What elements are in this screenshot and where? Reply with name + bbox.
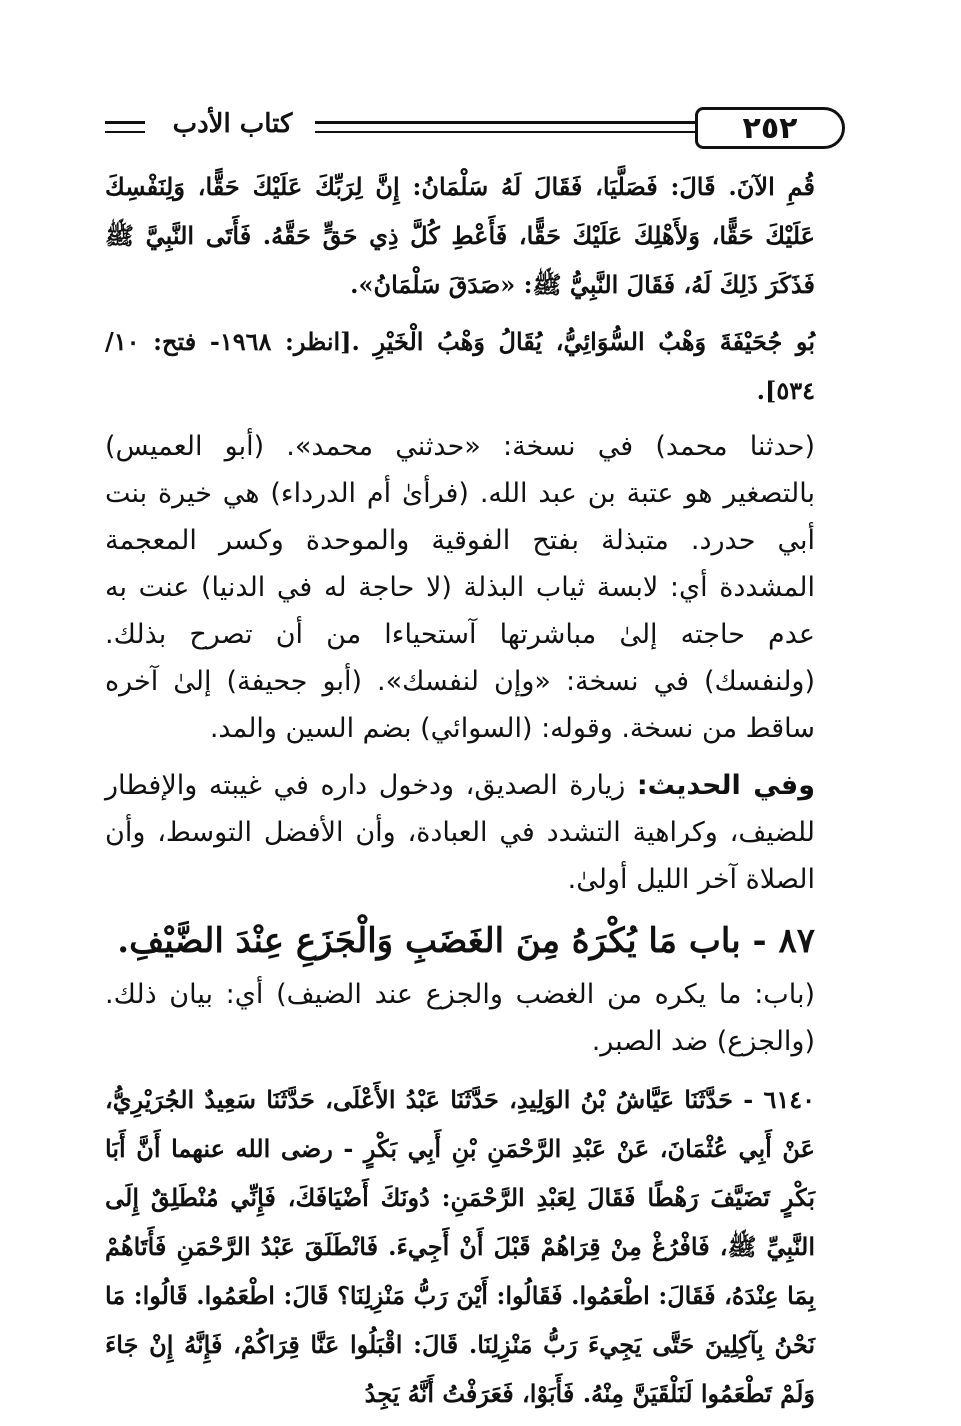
lessons-text: زيارة الصديق، ودخول داره في غيبته والإفطار للضيف، وكراهية التشدد في العبادة، وأن الأفضل التوسط، وأن الصلاة آخر الليل أولىٰ. <box>105 770 815 895</box>
hadith-continuation: قُمِ الآنَ. قَالَ: فَصَلَّيَا، فَقَالَ لَهُ سَلْمَانُ: إِنَّ لِرَبِّكَ عَلَيْكَ حَقًّا، وَلِنَفْسِكَ عَلَيْكَ حَقًّا، وَلأَهْلِكَ عَلَيْكَ حَقًّا، فَأَعْطِ كُلَّ ذِي حَقٍّ حَقَّهُ. فَأَتَى النَّبِيَّ ﷺ فَذَكَرَ ذَلِكَ لَهُ، فَقَالَ النَّبِيُّ ﷺ: «صَدَقَ سَلْمَانُ». <box>105 172 815 299</box>
commentary-hadith-lessons <box>105 762 815 903</box>
header-rule-middle-lower <box>315 131 625 133</box>
lessons-lead: وفي الحديث: <box>636 770 815 801</box>
header-rule-left <box>105 121 145 124</box>
page-content <box>105 162 815 1426</box>
commentary-paragraph: (حدثنا محمد) في نسخة: «حدثني محمد». (أبو العميس) بالتصغير هو عتبة بن عبد الله. (فرأىٰ أم الدرداء) هي خيرة بنت أبي حدرد. متبذلة بفتح الفوقية والموحدة وكسر المعجمة المشددة أي: لابسة ثياب البذلة (لا حاجة له في الدنيا) عنت به عدم حاجته إلىٰ مباشرتها آستحياءا من أن تصرح بذلك. (ولنفسك) في نسخة: «وإن لنفسك». (أبو جحيفة) إلىٰ آخره ساقط من نسخة. وقوله: (السوائي) بضم السين والمد. <box>105 431 815 744</box>
header-rule-right <box>625 121 700 124</box>
header-rule-left-lower <box>105 131 145 133</box>
page-header <box>105 103 835 155</box>
chapter-heading: ٨٧ - باب مَا يُكْرَهُ مِنَ الغَضَبِ وَالْجَزَعِ عِنْدَ الضَّيْفِ. <box>117 921 815 961</box>
page-number: ٢٥٢ <box>695 107 845 149</box>
header-rule-middle <box>315 121 625 124</box>
hadith-note: بُو جُحَيْفَةَ وَهْبٌ السُّوَائِيُّ، يُقَالُ وَهْبُ الْخَيْرِ .[انظر: ١٩٦٨- فتح: ١٠/ ٥٣٤]. <box>105 327 815 405</box>
chapter-commentary: (باب: ما يكره من الغضب والجزع عند الضيف) أي: بيان ذلك. (والجزع) ضد الصبر. <box>105 979 815 1057</box>
hadith-6140: ٦١٤٠ - حَدَّثَنَا عَيَّاشُ بْنُ الوَلِيدِ، حَدَّثَنَا عَبْدُ الأَعْلَى، حَدَّثَنَا سَعِيدٌ الجُرَيْرِيُّ، عَنْ أَبِي عُثْمَانَ، عَنْ عَبْدِ الرَّحْمَنِ بْنِ أَبِي بَكْرٍ - رضى الله عنهما أَنَّ أَبَا بَكْرٍ تَضَيَّفَ رَهْطًا فَقَالَ لِعَبْدِ الرَّحْمَنِ: دُونَكَ أَضْيَافَكَ، فَإِنِّي مُنْطَلِقٌ إِلَى النَّبِيِّ ﷺ، فَافْرُغْ مِنْ قِرَاهُمْ قَبْلَ أَنْ أَجِيءَ. فَانْطَلَقَ عَبْدُ الرَّحْمَنِ فَأَتَاهُمْ بِمَا عِنْدَهُ، فَقَالَ: اطْعَمُوا. فَقَالُوا: أَيْنَ رَبُّ مَنْزِلِنَا؟ قَالَ: اطْعَمُوا. قَالُوا: مَا نَحْنُ بِآكِلِينَ حَتَّى يَجِيءَ رَبُّ مَنْزِلِنَا. قَالَ: اقْبَلُوا عَنَّا قِرَاكُمْ، فَإِنَّهُ إِنْ جَاءَ وَلَمْ تَطْعَمُوا لَنَلْقَيَنَّ مِنْهُ. فَأَبَوْا، فَعَرَفْتُ أَنَّهُ يَجِدُ <box>105 1085 815 1408</box>
header-rule-right-lower <box>625 131 700 133</box>
running-head-title: كتاب الأدب <box>150 109 315 149</box>
